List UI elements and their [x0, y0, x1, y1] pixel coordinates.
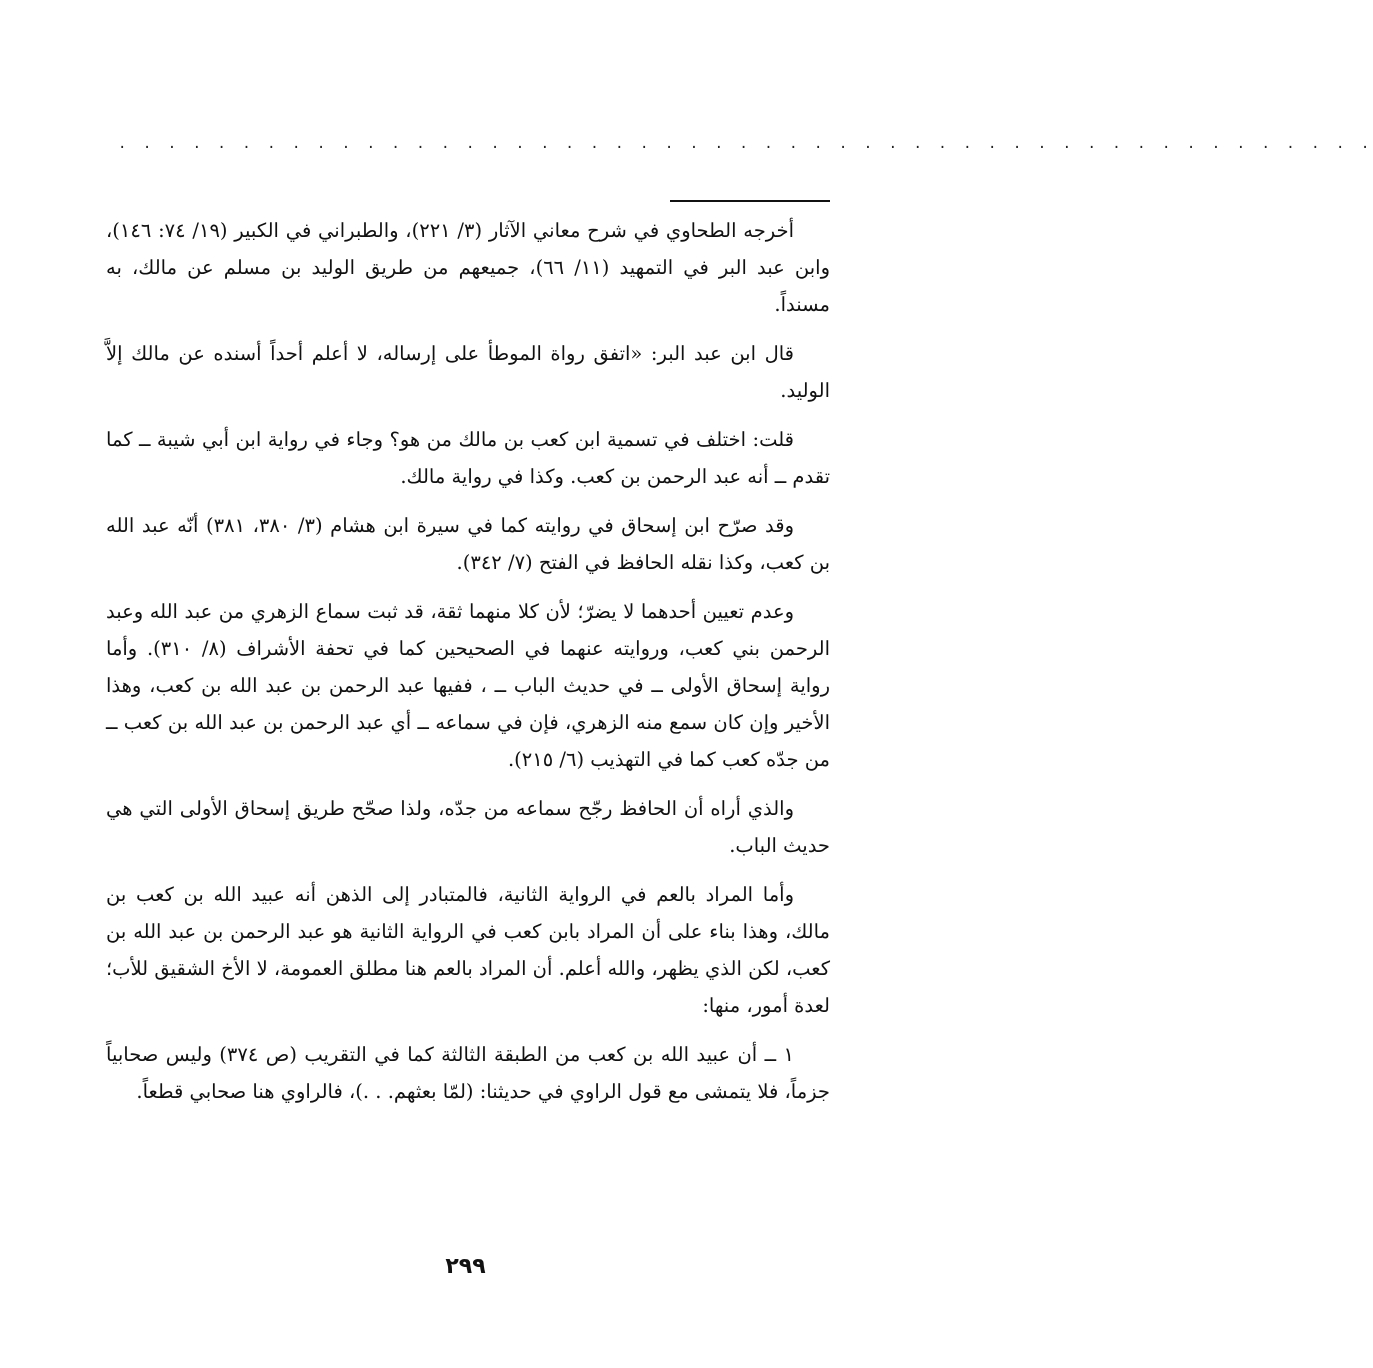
footnote-paragraph-6: والذي أراه أن الحافظ رجّح سماعه من جدّه، ولذا صحّح طريق إسحاق الأولى التي هي حديث الباب.	[106, 797, 830, 857]
footnotes-block	[106, 212, 830, 1122]
footnote-paragraph-5: وعدم تعيين أحدهما لا يضرّ؛ لأن كلا منهما ثقة، قد ثبت سماع الزهري من عبد الله وعبد الرحمن بني كعب، وروايته عنهما في الصحيحين كما في تحفة الأشراف (٨/ ٣١٠). وأما رواية إسحاق الأولى ــ في حديث الباب ــ ، ففيها عبد الرحمن بن عبد الله بن كعب، وهذا الأخير وإن كان سمع منه الزهري، فإن في سماعه ــ أي عبد الرحمن بن عبد الله بن كعب ــ من جدّه كعب كما في التهذيب (٦/ ٢١٥).	[106, 600, 830, 771]
footnote-paragraph-8: ١ ــ أن عبيد الله بن كعب من الطبقة الثالثة كما في التقريب (ص ٣٧٤) وليس صحابياً جزماً، فلا يتمشى مع قول الراوي في حديثنا: (لمّا بعثهم. . .)، فالراوي هنا صحابي قطعاً.	[106, 1043, 830, 1103]
dotted-separator: . . . . . . . . . . . . . . . . . . . . . . . . . . . . . . . . . . . . . . . . . . . . . . . . . . .	[118, 136, 1373, 152]
footnote-paragraph-7: وأما المراد بالعم في الرواية الثانية، فالمتبادر إلى الذهن أنه عبيد الله بن كعب بن مالك، وهذا بناء على أن المراد بابن كعب في الرواية الثانية هو عبد الرحمن بن عبد الله بن كعب، لكن الذي يظهر، والله أعلم. أن المراد بالعم هنا مطلق العمومة، لا الأخ الشقيق للأب؛ لعدة أمور، منها:	[105, 883, 830, 1017]
footnote-paragraph-3: قلت: اختلف في تسمية ابن كعب بن مالك من هو؟ وجاء في رواية ابن أبي شيبة ــ كما تقدم ــ أنه عبد الرحمن بن كعب. وكذا في رواية مالك.	[106, 428, 830, 488]
footnote-paragraph-2: قال ابن عبد البر: «اتفق رواة الموطأ على إرساله، لا أعلم أحداً أسنده عن مالك إلاَّ الوليد.	[106, 342, 830, 402]
footnote-paragraph-1: أخرجه الطحاوي في شرح معاني الآثار (٣/ ٢٢١)، والطبراني في الكبير (١٩/ ٧٤: ١٤٦)، وابن عبد البر في التمهيد (١١/ ٦٦)، جميعهم من طريق الوليد بن مسلم عن مالك، به مسنداً.	[106, 219, 830, 316]
page-number: ٢٩٩	[445, 1254, 486, 1279]
footnote-separator-line	[670, 200, 830, 202]
footnote-paragraph-4: وقد صرّح ابن إسحاق في روايته كما في سيرة ابن هشام (٣/ ٣٨٠، ٣٨١) أنّه عبد الله بن كعب، وكذا نقله الحافظ في الفتح (٧/ ٣٤٢).	[106, 514, 830, 574]
